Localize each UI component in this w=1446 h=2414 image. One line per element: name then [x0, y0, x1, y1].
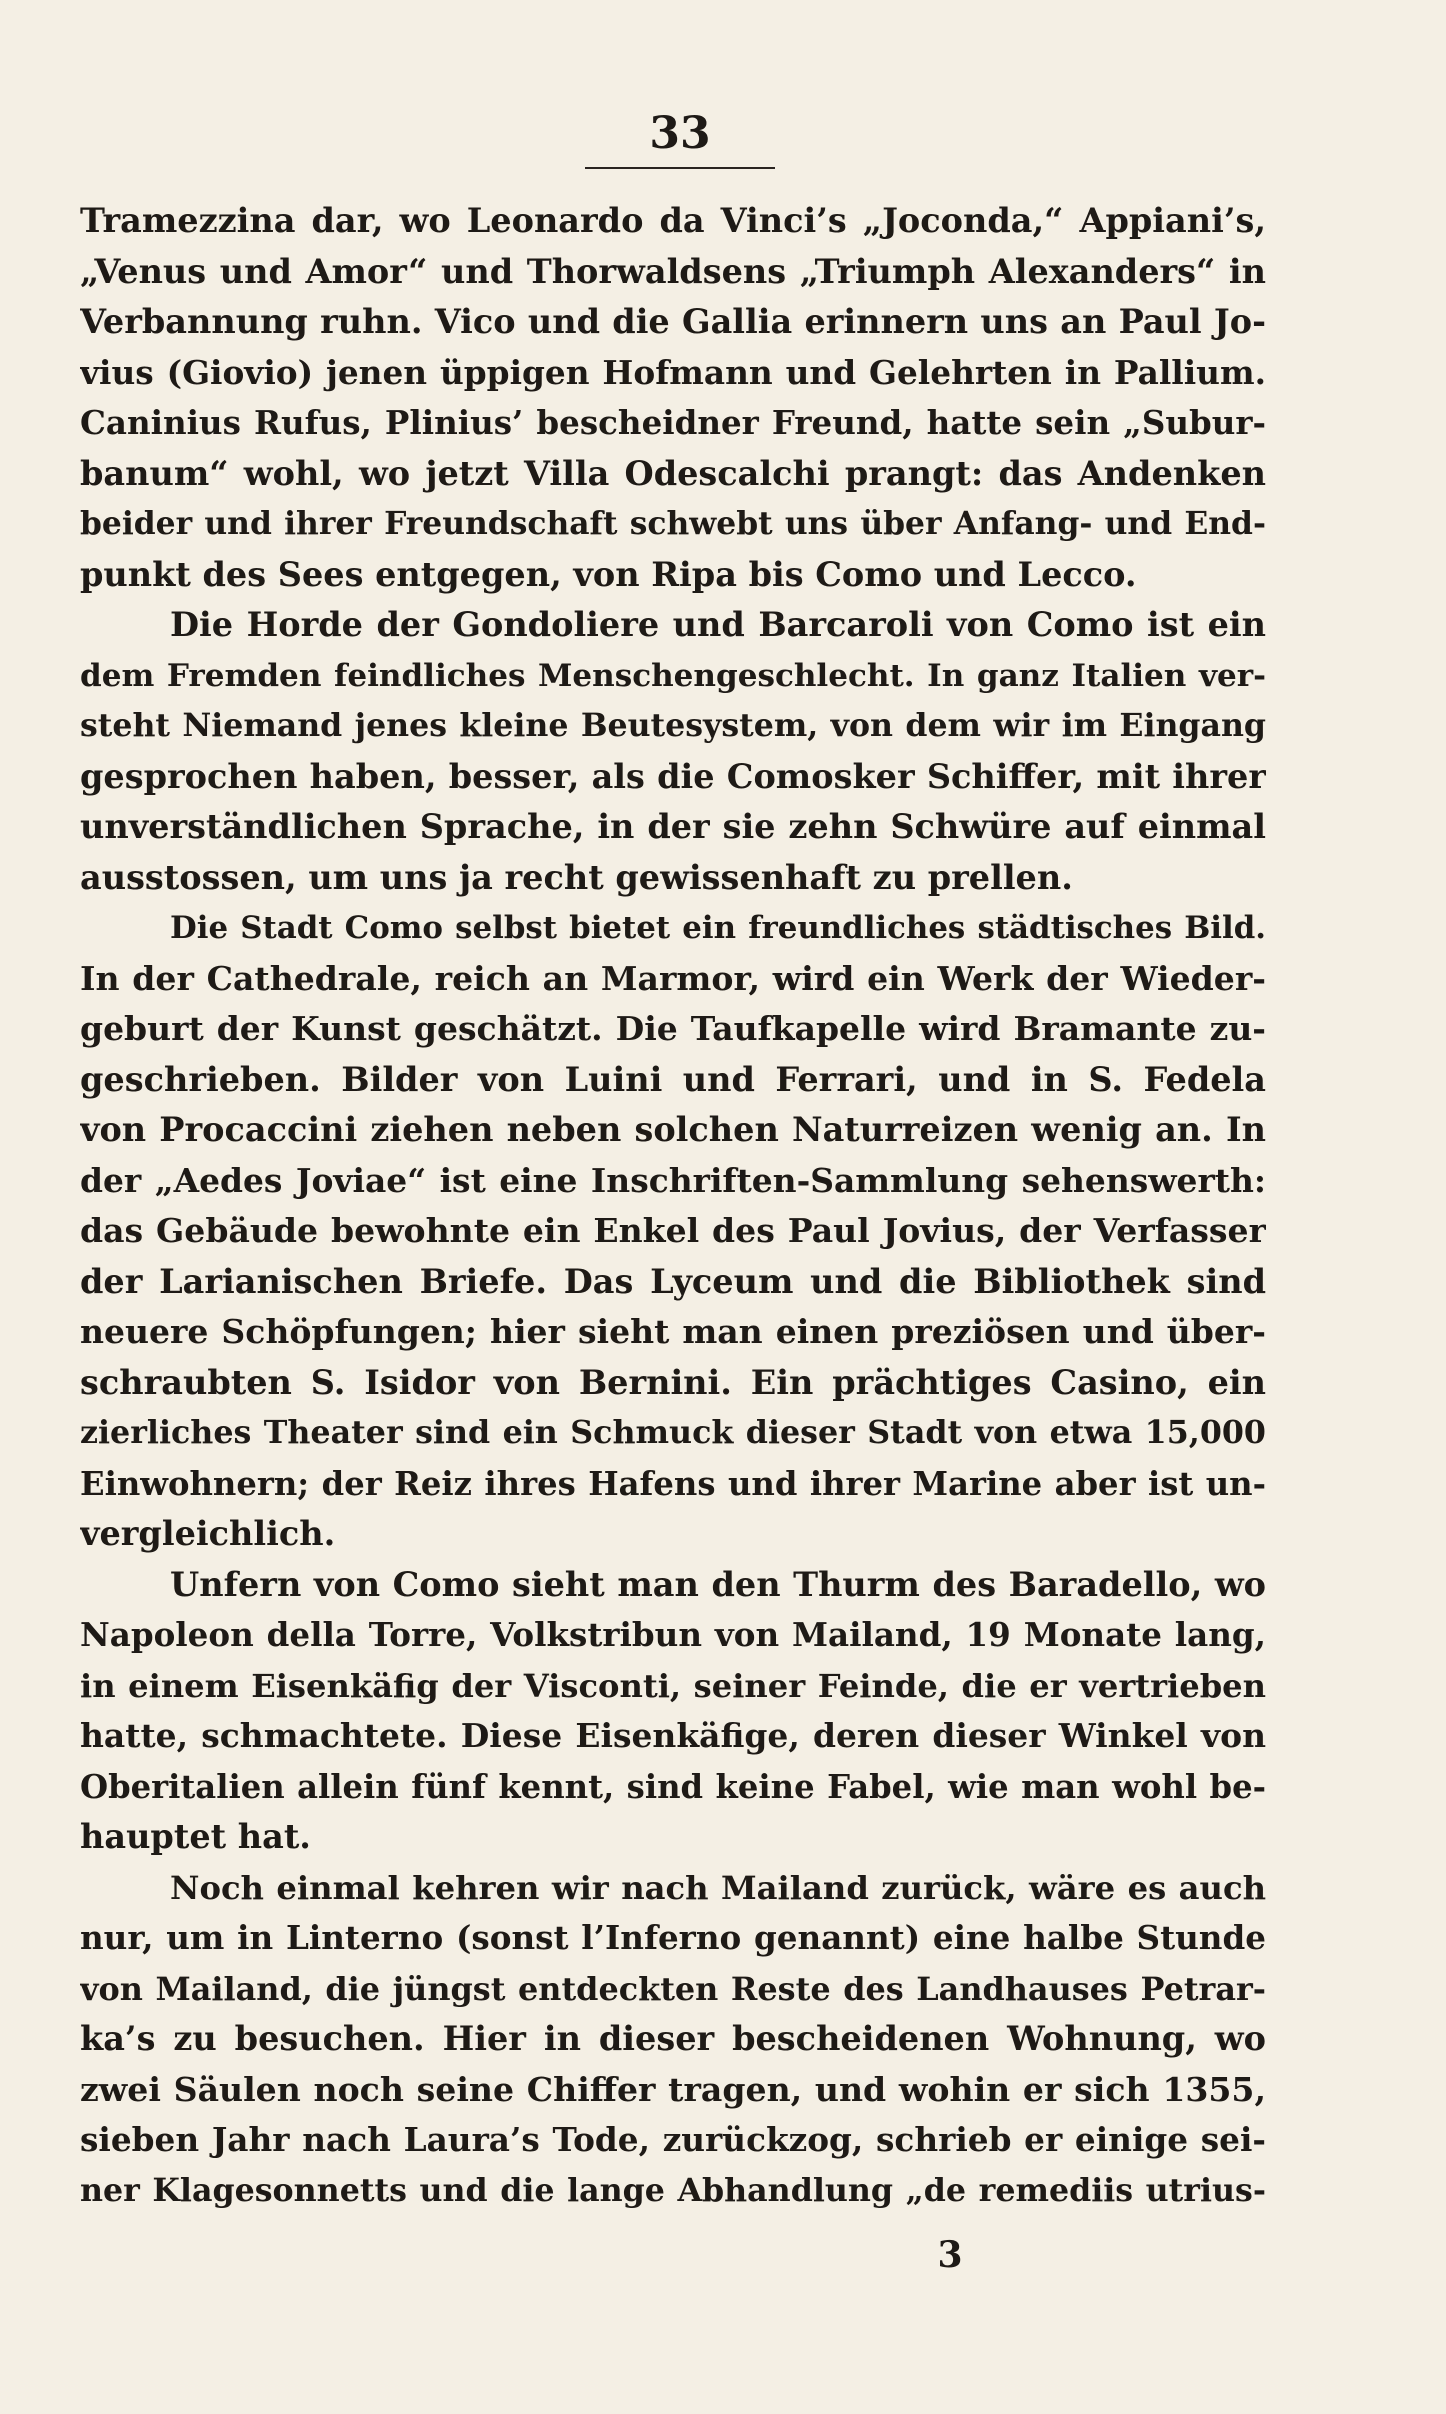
text-line: Verbannung ruhn. Vico und die Gallia erinnern uns an Paul Jo-: [80, 302, 1266, 341]
text-line: Unfern von Como sieht man den Thurm des Baradello, wo: [170, 1564, 1266, 1604]
text-line: steht Niemand jenes kleine Beutesystem, von dem wir im Eingang: [80, 707, 1266, 744]
text-line: In der Cathedrale, reich an Marmor, wird ein Werk der Wieder-: [80, 958, 1266, 998]
text-line: Noch einmal kehren wir nach Mailand zurück, wäre es auch: [170, 1868, 1266, 1907]
text-line: von Mailand, die jüngst entdeckten Reste des Landhauses Petrar-: [80, 1969, 1266, 2008]
text-line: vergleichlich.: [80, 1514, 336, 1553]
text-line: ner Klagesonnetts und die lange Abhandlung „de remediis utrius-: [80, 2171, 1266, 2209]
text-line: ausstossen, um uns ja recht gewissenhaft zu prellen.: [80, 857, 1073, 897]
text-line: der „Aedes Joviae“ ist eine Inschriften-Sammlung sehenswerth:: [80, 1160, 1266, 1200]
text-line: hatte, schmachtete. Diese Eisenkäfige, deren dieser Winkel von: [80, 1716, 1266, 1755]
text-line: schraubten S. Isidor von Bernini. Ein prächtiges Casino, ein: [80, 1362, 1266, 1402]
text-line: Napoleon della Torre, Volkstribun von Mailand, 19 Monate lang,: [80, 1615, 1266, 1654]
header-rule: [585, 167, 775, 169]
text-line: in einem Eisenkäfig der Visconti, seiner Feinde, die er vertrieben: [80, 1666, 1266, 1705]
text-line: Die Stadt Como selbst bietet ein freundliches städtisches Bild.: [170, 910, 1266, 946]
text-line: Einwohnern; der Reiz ihres Hafens und ihrer Marine aber ist un-: [80, 1464, 1266, 1503]
text-line: das Gebäude bewohnte ein Enkel des Paul Jovius, der Verfasser: [80, 1211, 1266, 1250]
text-line: geburt der Kunst geschätzt. Die Taufkapelle wird Bramante zu-: [80, 1009, 1266, 1048]
text-line: sieben Jahr nach Laura’s Tode, zurückzog, schrieb er einige sei-: [80, 2120, 1266, 2159]
text-line: unverständlichen Sprache, in der sie zehn Schwüre auf einmal: [80, 807, 1266, 846]
text-line: zierliches Theater sind ein Schmuck dieser Stadt von etwa 15,000: [80, 1414, 1266, 1451]
text-line: ka’s zu besuchen. Hier in dieser bescheidenen Wohnung, wo: [80, 2019, 1266, 2058]
text-line: gesprochen haben, besser, als die Comosker Schiffer, mit ihrer: [80, 756, 1266, 796]
signature-mark: 3: [937, 2234, 963, 2276]
text-line: zwei Säulen noch seine Chiffer tragen, und wohin er sich 1355,: [80, 2069, 1266, 2109]
text-line: punkt des Sees entgegen, von Ripa bis Como und Lecco.: [80, 554, 1137, 594]
text-line: nur, um in Linterno (sonst l’Inferno genannt) eine halbe Stunde: [80, 1918, 1266, 1957]
text-line: Caninius Rufus, Plinius’ bescheidner Freund, hatte sein „Subur-: [80, 403, 1266, 442]
text-line: hauptet hat.: [80, 1817, 311, 1856]
text-line: der Larianischen Briefe. Das Lyceum und die Bibliothek sind: [80, 1261, 1266, 1301]
text-line: von Procaccini ziehen neben solchen Naturreizen wenig an. In: [80, 1110, 1266, 1149]
text-line: beider und ihrer Freundschaft schwebt uns über Anfang- und End-: [80, 506, 1266, 542]
body-text: [80, 196, 1266, 2216]
text-line: Tramezzina dar, wo Leonardo da Vinci’s „Joconda,“ Appiani’s,: [80, 201, 1266, 240]
text-line: geschrieben. Bilder von Luini und Ferrari, und in S. Fedela: [80, 1059, 1266, 1099]
text-line: Die Horde der Gondoliere und Barcaroli von Como ist ein: [170, 605, 1266, 644]
text-line: banum“ wohl, wo jetzt Villa Odescalchi prangt: das Andenken: [80, 453, 1266, 493]
text-line: Oberitalien allein fünf kennt, sind keine Fabel, wie man wohl be-: [80, 1767, 1266, 1806]
text-line: „Venus und Amor“ und Thorwaldsens „Triumph Alexanders“ in: [80, 251, 1266, 291]
text-line: vius (Giovio) jenen üppigen Hofmann und Gelehrten in Pallium.: [80, 352, 1266, 392]
text-line: dem Fremden feindliches Menschengeschlecht. In ganz Italien ver-: [80, 657, 1266, 694]
page-number: 33: [649, 108, 711, 159]
text-line: neuere Schöpfungen; hier sieht man einen preziösen und über-: [80, 1312, 1266, 1351]
